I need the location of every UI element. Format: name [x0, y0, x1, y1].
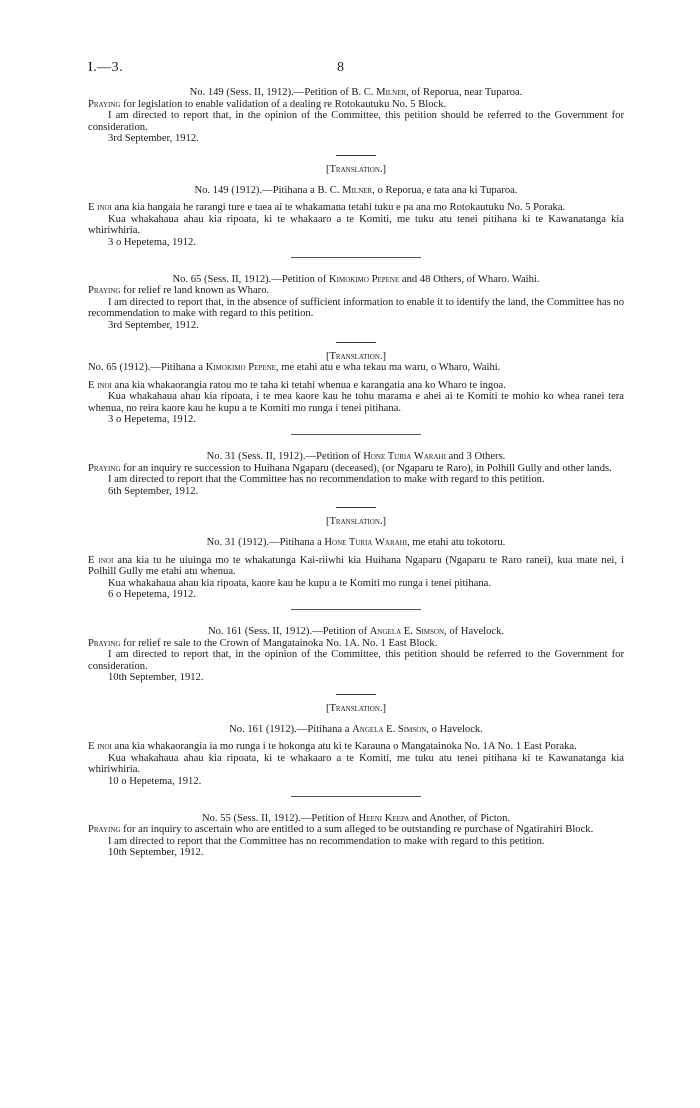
petition-149 — [88, 87, 624, 258]
section-divider — [291, 434, 421, 435]
translation-report: Kua whakahaua ahau kia ripoata, i te mea kaore kau he tohu marama e ahei ai te Komiti te mohio ko whea ranei tera whenua, no reira kaore kau he kupu a te Komiti mo runga i tenei pitihana. — [88, 391, 624, 414]
translation-label: [Translation.] — [325, 702, 387, 714]
series-label: I.—3. — [88, 60, 124, 75]
petition-title: No. 31 (Sess. II, 1912).—Petition of Hone Turia Warahi and 3 Others. — [206, 451, 506, 463]
petition-prayer: Praying for legislation to enable validation of a dealing re Rotokautuku No. 5 Block. — [88, 98, 447, 110]
petition-title: No. 161 (Sess. II, 1912).—Petition of Angela E. Simson, of Havelock. — [207, 626, 505, 637]
translation-date: 10 o Hepetema, 1912. — [108, 775, 202, 787]
page-number: 8 — [337, 60, 344, 75]
translation-prayer: E inoi ana kia whakaorangia ia mo runga i te hokonga atu ki te Karauna o Mangatainoka No. 1A No. 1 East Poraka. — [88, 741, 577, 753]
translation-label: [Translation.] — [325, 516, 387, 528]
divider — [336, 155, 376, 156]
petition-title: No. 149 (Sess. II, 1912).—Petition of B. C. Milner, of Reporua, near Tuparoa. — [189, 87, 523, 98]
page-header — [88, 56, 624, 78]
petition-prayer: Praying for relief re land known as Wharo. — [88, 285, 270, 297]
divider — [336, 507, 376, 508]
report-date: 3rd September, 1912. — [108, 133, 199, 145]
translation-date: 3 o Hepetema, 1912. — [108, 414, 196, 426]
translation-title: No. 149 (1912).—Pitihana a B. C. Milner, o Reporua, e tata ana ki Tuparoa. — [194, 184, 518, 196]
committee-report: I am directed to report that, in the opinion of the Committee, this petition should be referred to the Government for consideration. — [88, 649, 624, 672]
petition-31 — [88, 451, 624, 610]
report-date: 6th September, 1912. — [108, 485, 199, 497]
committee-report: I am directed to report that the Committee has no recommendation to make with regard to this petition. — [108, 474, 545, 486]
translation-label: [Translation.] — [325, 163, 387, 175]
translation-report: Kua whakahaua ahau kia ripoata, ki te whakaaro a te Komiti, me tuku atu tenei pitihana ki te Kawanatanga kia whiriwhiria. — [88, 752, 624, 776]
petition-161 — [88, 626, 624, 797]
translation-prayer: E inoi ana kia hangaia he rarangi ture e taea ai te whakamana tetahi tuku e pa ana mo Rotokautuku No. 5 Poraka. — [88, 202, 566, 214]
petition-65 — [88, 274, 624, 436]
divider — [336, 694, 376, 695]
petition-55 — [88, 813, 624, 859]
divider — [336, 342, 376, 343]
translation-date: 6 o Hepetema, 1912. — [108, 589, 196, 601]
report-date: 10th September, 1912. — [108, 847, 204, 859]
document-page — [88, 56, 624, 859]
section-divider — [291, 257, 421, 258]
committee-report: I am directed to report that the Committee has no recommendation to make with regard to this petition. — [108, 835, 545, 847]
petition-prayer: Praying for an inquiry re succession to Huihana Ngaparu (deceased), (or Ngaparu te Raro), in Polhill Gully and other lands. — [88, 462, 612, 474]
report-date: 3rd September, 1912. — [108, 319, 199, 331]
translation-title: No. 31 (1912).—Pitihana a Hone Turia Warahi, me etahi atu tokotoru. — [206, 537, 506, 549]
translation-date: 3 o Hepetema, 1912. — [108, 236, 196, 248]
committee-report: I am directed to report that, in the absence of sufficient information to enable it to identify the land, the Committee has no recommendation to make with regard to this petition. — [88, 296, 624, 320]
translation-report: Kua whakahaua ahau kia ripoata, kaore kau he kupu a te Komiti mo runga i tenei pitihana. — [108, 577, 492, 589]
translation-report: Kua whakahaua ahau kia ripoata, ki te whakaaro a te Komiti, me tuku atu tenei pitihana ki te Kawanatanga kia whiriwhiria. — [88, 213, 624, 237]
translation-prayer: E inoi ana kia whakaorangia ratou mo te taha ki tetahi whenua e karangatia ana ko Wharo te ingoa. — [88, 379, 506, 391]
section-divider — [291, 796, 421, 797]
report-date: 10th September, 1912. — [108, 672, 204, 684]
translation-title: No. 65 (1912).—Pitihana a Kimokimo Pepene, me etahi atu e wha tekau ma waru, o Wharo, Waihi. — [88, 362, 501, 374]
translation-title: No. 161 (1912).—Pitihana a Angela E. Simson, o Havelock. — [229, 723, 483, 735]
section-divider — [291, 609, 421, 610]
petition-title: No. 65 (Sess. II, 1912).—Petition of Kimokimo Pepene and 48 Others, of Wharo. Waihi. — [172, 273, 540, 285]
committee-report: I am directed to report that, in the opinion of the Committee, this petition should be referred to the Government for consideration. — [88, 110, 624, 133]
translation-label: [Translation.] — [325, 350, 387, 362]
petition-title: No. 55 (Sess. II, 1912).—Petition of Heeni Keepa and Another, of Picton. — [201, 812, 511, 824]
translation-prayer: E inoi ana kia tu he uiuinga mo te whakatunga Kai-riiwhi kia Huihana Ngaparu (Ngaparu te Raro ranei), kua mate nei, i Polhill Gully me etahi atu whenua. — [88, 554, 624, 578]
petition-prayer: Praying for an inquiry to ascertain who are entitled to a sum alleged to be outstanding re purchase of Ngatirahiri Block. — [88, 824, 594, 836]
petition-prayer: Praying for relief re sale to the Crown of Mangatainoka No. 1A. No. 1 East Block. — [88, 637, 438, 649]
